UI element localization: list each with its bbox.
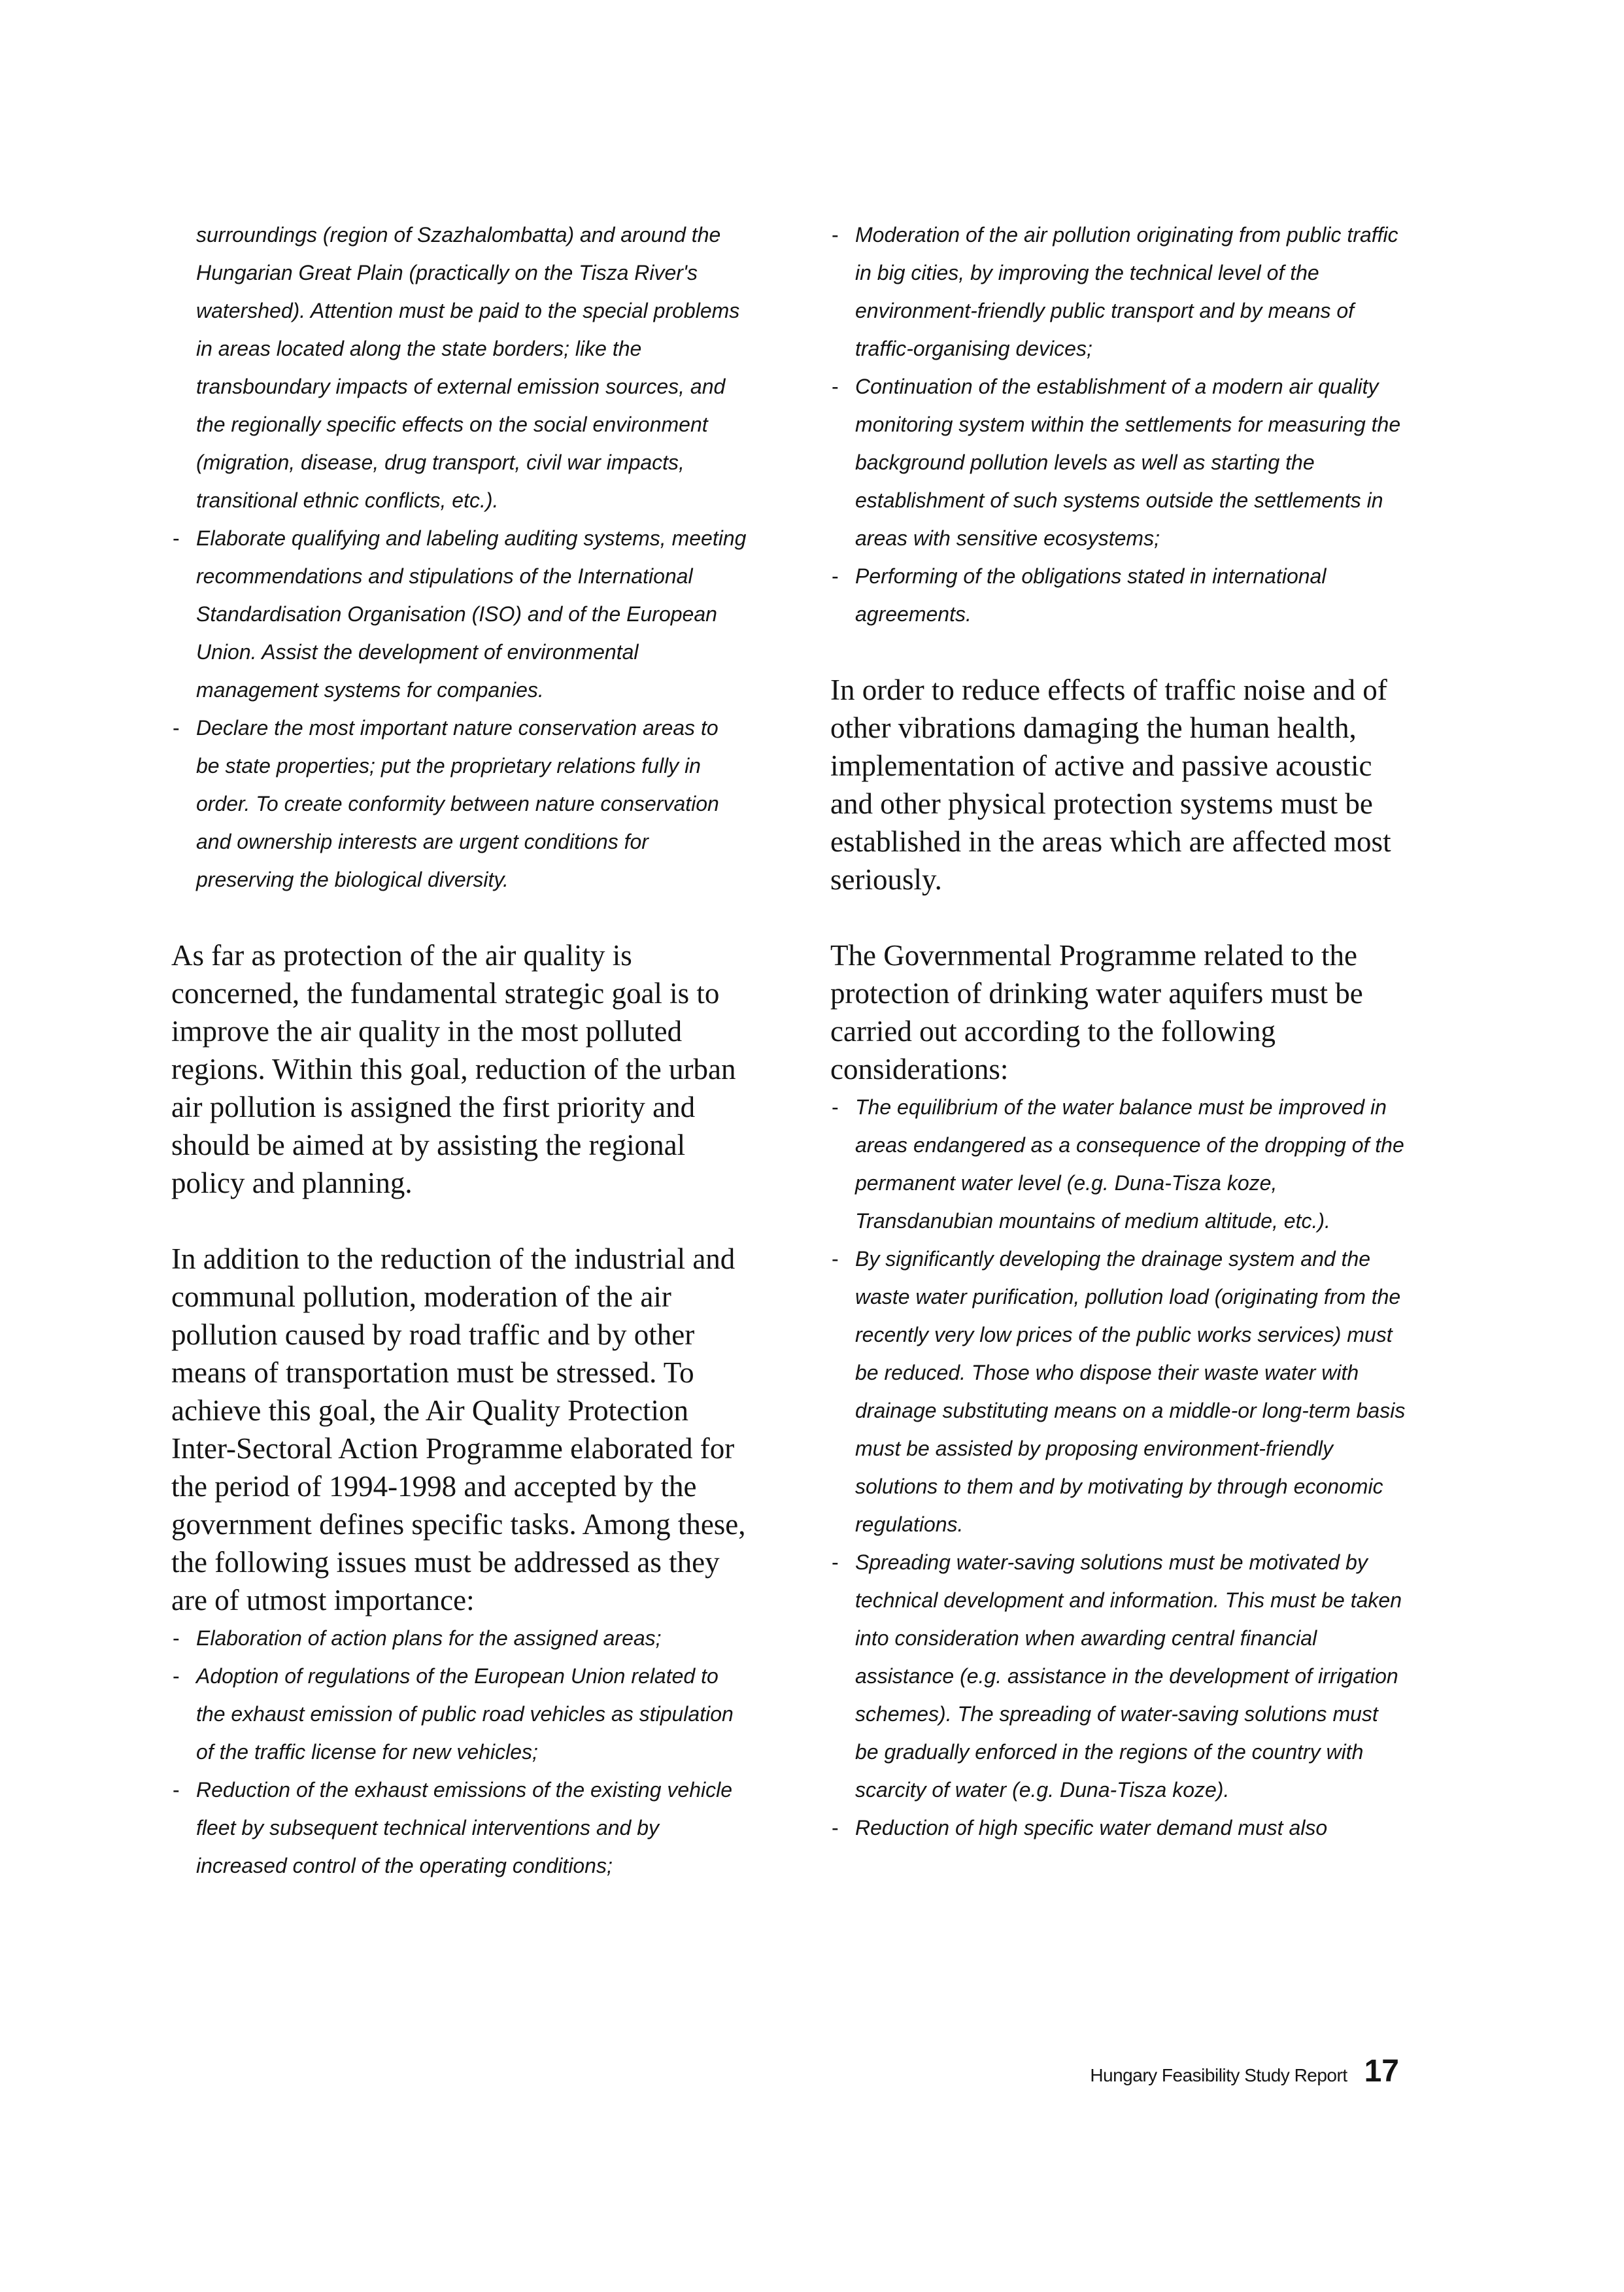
report-title: Hungary Feasibility Study Report (1090, 2065, 1347, 2085)
left-column (171, 216, 747, 1885)
list-item: - Spreading water-saving solutions must be motivated by technical development and information. This must be taken into consideration when awarding central financial assistance (e.g. assistance in the development of irrigation schemes). The spreading of water-saving solutions must be gradually enforced in the regions of the country with scarcity of water (e.g. Duna-Tisza koze). (830, 1543, 1406, 1809)
paragraph-road-traffic: In addition to the reduction of the industrial and communal pollution, moderation of the air pollution caused by road traffic and by other means of transportation must be stressed. To achieve this goal, the Air Quality Protection Inter-Sectoral Action Programme elaborated for the period of 1994-1998 and accepted by the government defines specific tasks. Among these, the following issues must be addressed as they are of utmost importance: (171, 1242, 746, 1616)
continuation-text: surroundings (region of Szazhalombatta) and around the Hungarian Great Plain (practically on the Tisza River's watershed). Attention must be paid to the special problems in areas located along the state borders; like the transboundary impacts of external emission sources, and the regionally specific effects on the social environment (migration, disease, drug transport, civil war impacts, transitional ethnic conflicts, etc.). (196, 223, 740, 512)
right-bullet-list-1 (830, 216, 1406, 633)
list-item: - Performing of the obligations stated in international agreements. (830, 557, 1406, 633)
list-item: - Declare the most important nature conservation areas to be state properties; put the proprietary relations fully in order. To create conformity between nature conservation and ownership interests are urgent conditions for preserving the biological diversity. (171, 709, 747, 898)
page-number: 17 (1364, 2054, 1399, 2089)
list-item: - Elaboration of action plans for the assigned areas; (171, 1619, 747, 1657)
list-item: - Moderation of the air pollution originating from public traffic in big cities, by improving the technical level of the environment-friendly public transport and by means of traffic-organising devices; (830, 216, 1406, 368)
page-footer (1059, 2053, 1399, 2089)
list-item: - Elaborate qualifying and labeling auditing systems, meeting recommendations and stipulations of the International Standardisation Organisation (ISO) and of the European Union. Assist the development of environmental management systems for companies. (171, 519, 747, 709)
left-bullet-list-1 (171, 519, 747, 898)
list-item: - Reduction of the exhaust emissions of the existing vehicle fleet by subsequent technical interventions and by increased control of the operating conditions; (171, 1771, 747, 1885)
right-bullet-list-2 (830, 1088, 1406, 1847)
list-item: - Reduction of high specific water demand must also (830, 1809, 1406, 1847)
list-item: - The equilibrium of the water balance must be improved in areas endangered as a consequence of the dropping of the permanent water level (e.g. Duna-Tisza koze, Transdanubian mountains of medium altitude, etc.). (830, 1088, 1406, 1240)
list-item: - Continuation of the establishment of a modern air quality monitoring system within the settlements for measuring the background pollution levels as well as starting the establishment of such systems outside the settlements in areas with sensitive ecosystems; (830, 368, 1406, 557)
list-item: - By significantly developing the drainage system and the waste water purification, pollution load (originating from the recently very low prices of the public works services) must be reduced. Those who dispose their waste water with drainage substituting means on a middle-or long-term basis must be assisted by proposing environment-friendly solutions to them and by motivating by through economic regulations. (830, 1240, 1406, 1543)
paragraph-drinking-water: The Governmental Programme related to the protection of drinking water aquifers must be carried out according to the following considerations: (830, 939, 1363, 1086)
right-column (830, 216, 1406, 1847)
left-bullet-list-2 (171, 1619, 747, 1885)
paragraph-noise: In order to reduce effects of traffic noise and of other vibrations damaging the human health, implementation of active and passive acoustic and other physical protection systems must be established in the areas which are affected most seriously. (830, 674, 1391, 896)
paragraph-air-quality: As far as protection of the air quality is concerned, the fundamental strategic goal is to improve the air quality in the most polluted regions. Within this goal, reduction of the urban air pollution is assigned the first priority and should be aimed at by assisting the regional policy and planning. (171, 939, 736, 1199)
list-item: - Adoption of regulations of the European Union related to the exhaust emission of public road vehicles as stipulation of the traffic license for new vehicles; (171, 1657, 747, 1771)
